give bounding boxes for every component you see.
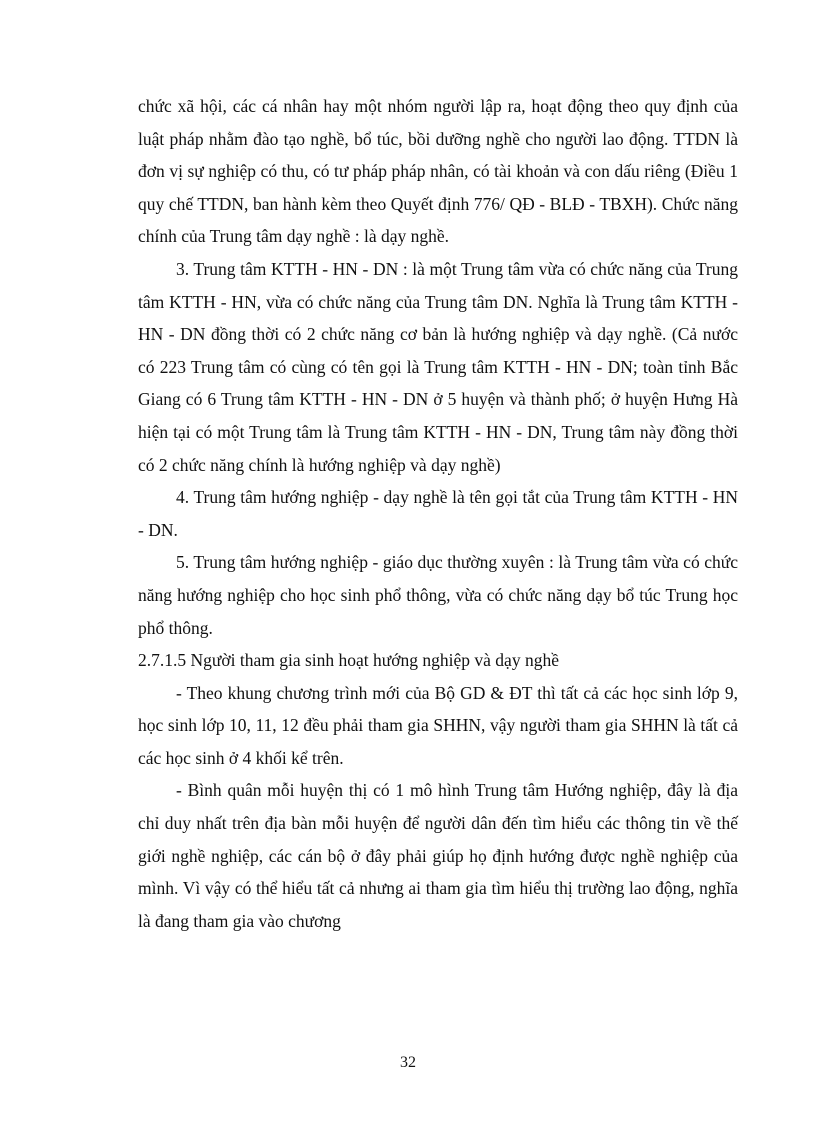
paragraph-continuation: chức xã hội, các cá nhân hay một nhóm người lập ra, hoạt động theo quy định của luật pháp nhằm đào tạo nghề, bổ túc, bồi dưỡng nghề cho người lao động. TTDN là đơn vị sự nghiệp có thu, có tư pháp pháp nhân, có tài khoản và con dấu riêng (Điều 1 quy chế TTDN, ban hành kèm theo Quyết định 776/ QĐ - BLĐ - TBXH). Chức năng chính của Trung tâm dạy nghề : là dạy nghề. (138, 96, 738, 247)
body-text (138, 90, 738, 937)
paragraph-participants-students: - Theo khung chương trình mới của Bộ GD & ĐT thì tất cả các học sinh lớp 9, học sinh lớp 10, 11, 12 đều phải tham gia SHHN, vậy người tham gia SHHN là tất cả các học sinh ở 4 khối kể trên. (138, 682, 738, 768)
paragraph-participants-centers: - Bình quân mỗi huyện thị có 1 mô hình Trung tâm Hướng nghiệp, đây là địa chỉ duy nhất trên địa bàn mỗi huyện để người dân đến tìm hiểu các thông tin về thế giới nghề nghiệp, các cán bộ ở đây phải giúp họ định hướng được nghề nghiệp của mình. Vì vậy có thể hiểu tất cả nhưng ai tham gia tìm hiểu thị trường lao động, nghĩa là đang tham gia vào chương (138, 780, 738, 931)
paragraph-item-5: 5. Trung tâm hướng nghiệp - giáo dục thường xuyên : là Trung tâm vừa có chức năng hướng nghiệp cho học sinh phổ thông, vừa có chức năng dạy bổ túc Trung học phổ thông. (138, 552, 738, 638)
paragraph-item-3: 3. Trung tâm KTTH - HN - DN : là một Trung tâm vừa có chức năng của Trung tâm KTTH - HN, vừa có chức năng của Trung tâm DN. Nghĩa là Trung tâm KTTH - HN - DN đồng thời có 2 chức năng cơ bản là hướng nghiệp và dạy nghề. (Cả nước có 223 Trung tâm có cùng có tên gọi là Trung tâm KTTH - HN - DN; toàn tỉnh Bắc Giang có 6 Trung tâm KTTH - HN - DN ở 5 huyện và thành phố; ở huyện Hưng Hà hiện tại có một Trung tâm là Trung tâm KTTH - HN - DN, Trung tâm này đồng thời có 2 chức năng chính là hướng nghiệp và dạy nghề) (138, 258, 738, 475)
page-number: 32 (400, 1054, 416, 1071)
section-heading: 2.7.1.5 Người tham gia sinh hoạt hướng nghiệp và dạy nghề (138, 650, 559, 671)
paragraph-item-4: 4. Trung tâm hướng nghiệp - dạy nghề là tên gọi tắt của Trung tâm KTTH - HN - DN. (138, 487, 738, 540)
